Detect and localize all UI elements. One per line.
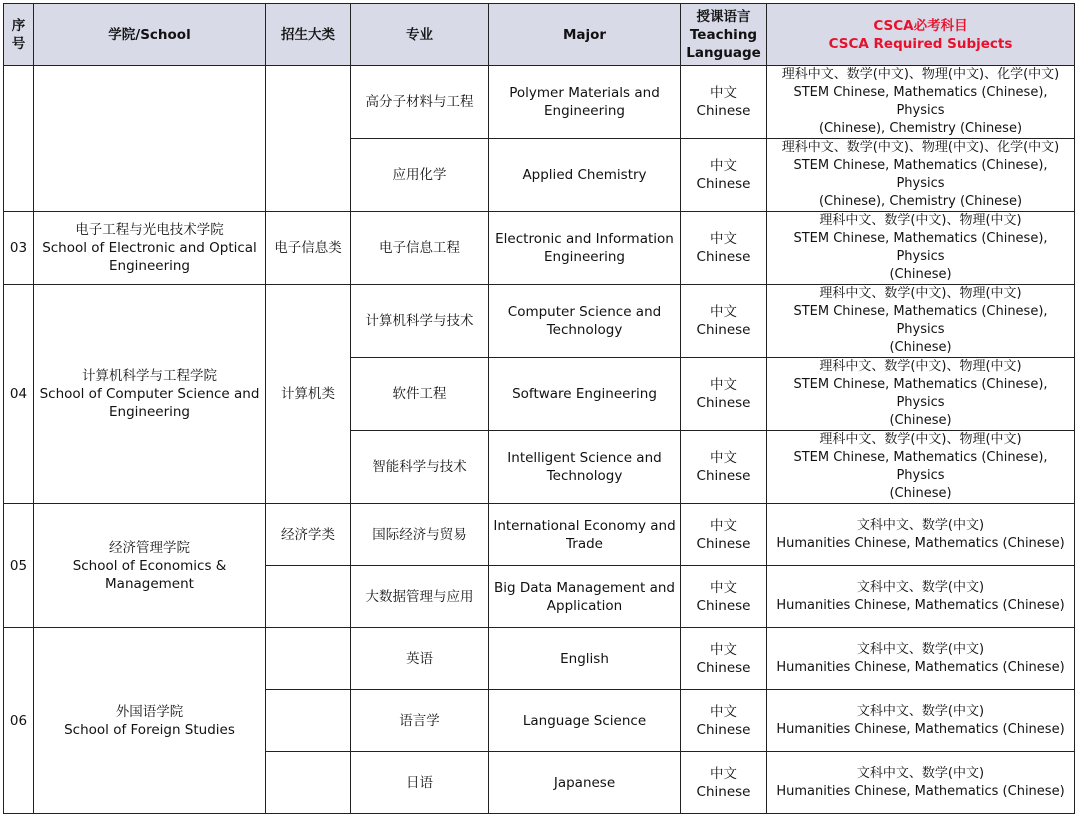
major-en-cell: Big Data Management and Application [489,566,681,628]
teaching-language-cell: 中文 Chinese [681,431,767,504]
major-en-cell: Polymer Materials and Engineering [489,66,681,139]
major-en-cell: English [489,628,681,690]
major-en-cell: International Economy and Trade [489,504,681,566]
majors-table [3,3,1075,814]
table-row [4,66,1075,139]
table-row [4,212,1075,285]
category-cell [266,628,351,690]
teaching-language-cell: 中文 Chinese [681,752,767,814]
table-row [4,285,1075,358]
school-no-cell: 04 [4,285,34,504]
table-row [4,628,1075,690]
school-name-cell: 计算机科学与工程学院 School of Computer Science and Engineering [34,285,266,504]
major-cn-cell: 语言学 [351,690,489,752]
csca-subjects-cell: 文科中文、数学(中文) Humanities Chinese, Mathematics (Chinese) [767,628,1075,690]
major-cn-cell: 智能科学与技术 [351,431,489,504]
school-no-cell [4,66,34,212]
csca-subjects-cell: 文科中文、数学(中文) Humanities Chinese, Mathematics (Chinese) [767,504,1075,566]
teaching-language-cell: 中文 Chinese [681,504,767,566]
major-en-cell: Applied Chemistry [489,139,681,212]
csca-subjects-cell: 文科中文、数学(中文) Humanities Chinese, Mathematics (Chinese) [767,690,1075,752]
teaching-language-cell: 中文 Chinese [681,285,767,358]
header-lang-en-2: Language [686,44,761,61]
csca-subjects-cell: 理科中文、数学(中文)、物理(中文) STEM Chinese, Mathematics (Chinese), Physics (Chinese) [767,358,1075,431]
teaching-language-cell: 中文 Chinese [681,139,767,212]
header-csca-cn: CSCA必考科目 [873,17,968,34]
school-no-cell: 03 [4,212,34,285]
csca-subjects-cell: 理科中文、数学(中文)、物理(中文)、化学(中文) STEM Chinese, Mathematics (Chinese), Physics (Chinese), Chemistry (Chinese) [767,66,1075,139]
header-major-cn: 专业 [351,4,489,66]
category-cell [266,752,351,814]
category-cell [266,66,351,212]
teaching-language-cell: 中文 Chinese [681,628,767,690]
csca-subjects-cell: 理科中文、数学(中文)、物理(中文) STEM Chinese, Mathematics (Chinese), Physics (Chinese) [767,431,1075,504]
category-cell [266,690,351,752]
category-cell: 经济学类 [266,504,351,566]
school-name-cell [34,66,266,212]
major-en-cell: Intelligent Science and Technology [489,431,681,504]
major-cn-cell: 国际经济与贸易 [351,504,489,566]
teaching-language-cell: 中文 Chinese [681,690,767,752]
major-cn-cell: 计算机科学与技术 [351,285,489,358]
csca-subjects-cell: 文科中文、数学(中文) Humanities Chinese, Mathematics (Chinese) [767,752,1075,814]
major-cn-cell: 软件工程 [351,358,489,431]
category-cell: 计算机类 [266,285,351,504]
header-no: 序号 [4,4,34,66]
table-row [4,504,1075,566]
teaching-language-cell: 中文 Chinese [681,212,767,285]
header-lang-cn: 授课语言 [696,8,751,25]
category-cell: 电子信息类 [266,212,351,285]
header-lang-en-1: Teaching [689,26,758,43]
school-no-cell: 06 [4,628,34,814]
major-en-cell: Electronic and Information Engineering [489,212,681,285]
teaching-language-cell: 中文 Chinese [681,66,767,139]
header-csca [767,4,1075,66]
header-csca-en: CSCA Required Subjects [828,35,1013,52]
major-cn-cell: 高分子材料与工程 [351,66,489,139]
csca-subjects-cell: 理科中文、数学(中文)、物理(中文)、化学(中文) STEM Chinese, Mathematics (Chinese), Physics (Chinese), Chemistry (Chinese) [767,139,1075,212]
major-cn-cell: 大数据管理与应用 [351,566,489,628]
csca-subjects-cell: 文科中文、数学(中文) Humanities Chinese, Mathematics (Chinese) [767,566,1075,628]
major-en-cell: Language Science [489,690,681,752]
header-category: 招生大类 [266,4,351,66]
major-en-cell: Software Engineering [489,358,681,431]
major-en-cell: Computer Science and Technology [489,285,681,358]
category-cell [266,566,351,628]
teaching-language-cell: 中文 Chinese [681,566,767,628]
school-name-cell: 电子工程与光电技术学院 School of Electronic and Optical Engineering [34,212,266,285]
header-major-en: Major [489,4,681,66]
school-no-cell: 05 [4,504,34,628]
major-en-cell: Japanese [489,752,681,814]
header-teaching-language [681,4,767,66]
major-cn-cell: 日语 [351,752,489,814]
major-cn-cell: 应用化学 [351,139,489,212]
major-cn-cell: 英语 [351,628,489,690]
teaching-language-cell: 中文 Chinese [681,358,767,431]
csca-subjects-cell: 理科中文、数学(中文)、物理(中文) STEM Chinese, Mathematics (Chinese), Physics (Chinese) [767,285,1075,358]
school-name-cell: 经济管理学院 School of Economics & Management [34,504,266,628]
header-row [4,4,1075,66]
csca-subjects-cell: 理科中文、数学(中文)、物理(中文) STEM Chinese, Mathematics (Chinese), Physics (Chinese) [767,212,1075,285]
header-school: 学院/School [34,4,266,66]
school-name-cell: 外国语学院 School of Foreign Studies [34,628,266,814]
major-cn-cell: 电子信息工程 [351,212,489,285]
